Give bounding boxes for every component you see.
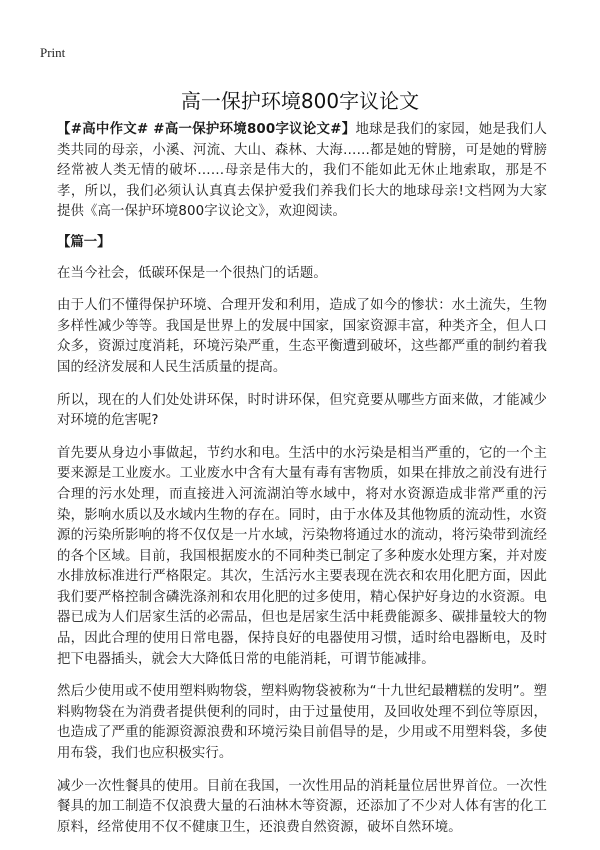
body-paragraph-1: 在当今社会，低碳环保是一个很热门的话题。: [57, 265, 327, 281]
body-paragraph-6: 减少一次性餐具的使用。目前在我国，一次性用品的消耗量位居世界首位。一次性餐具的加工制造不仅浪费大量的石油林木等资源，还添加了不少对人体有害的化工原料，经常使用不仅不健康卫生，还浪费自然资源，破坏自然环境。: [57, 778, 547, 835]
body-paragraph-2: 由于人们不懂得保护环境、合理开发和利用，造成了如今的惨状：水土流失，生物多样性减少等等。我国是世界上的发展中国家，国家资源丰富，种类齐全，但人口众多，资源过度消耗，环境污染严重，生态平衡遭到破坏，这些都严重的制约着我国的经济发展和人民生活质量的提高。: [57, 298, 547, 375]
print-label: Print: [40, 45, 66, 60]
body-paragraph-3: 所以，现在的人们处处讲环保，时时讲环保，但究竟要从哪些方面来做，才能减少对环境的危害呢?: [57, 392, 547, 429]
intro-tag: 【#高中作文# #高一保护环境800字议论文#】: [57, 122, 356, 137]
document-body: [57, 120, 547, 850]
body-paragraph-4: 首先要从身边小事做起，节约水和电。生活中的水污染是相当严重的，它的一个主要来源是工业废水。工业废水中含有大量有毒有害物质，如果在排放之前没有进行合理的污水处理，而直接进入河流湖泊等水域中，将对水资源造成非常严重的污染，影响水质以及水域内生物的存在。同时，由于水体及其他物质的流动性，水资源的污染所影响的将不仅仅是一片水域，污染物将通过水的流动，将污染带到流经的各个区域。目前，我国根据废水的不同种类已制定了多种废水处理方案，并对废水排放标准进行严格限定。其次，生活污水主要表现在洗衣和农用化肥方面，因此我们要严格控制含磷洗涤剂和农用化肥的过多使用，精心保护好身边的水资源。电器已成为人们居家生活的必需品，但也是居家生活中耗费能源多、碳排量较大的物品，因此合理的使用日常电器，保持良好的电器使用习惯，适时给电器断电，及时把下电器插头，就会大大降低日常的电能消耗，可谓节能减排。: [57, 445, 547, 667]
section-heading: 【篇一】: [57, 234, 111, 250]
intro-text: 地球是我们的家园，她是我们人类共同的母亲，小溪、河流、大山、森林、大海……都是她的臂膀，可是她的臂膀经常被人类无情的破坏……母亲是伟大的，我们不能如此无休止地索取，那是不孝，所以，我们必须认认真真去保护爱我们养我们长大的地球母亲!文档网为大家提供《高一保护环境800字议论文》，欢迎阅读。: [57, 122, 547, 220]
intro-paragraph: [57, 120, 547, 223]
body-paragraph-5: 然后少使用或不使用塑料购物袋，塑料购物袋被称为“十九世纪最糟糕的发明”。塑料购物袋在为消费者提供便利的同时，由于过量使用，及回收处理不到位等原因，也造成了严重的能源资源浪费和环境污染目前倡导的是，少用或不用塑料袋，多使用布袋，我们也应积极实行。: [57, 684, 547, 762]
document-title: 高一保护环境800字议论文: [180, 89, 420, 113]
